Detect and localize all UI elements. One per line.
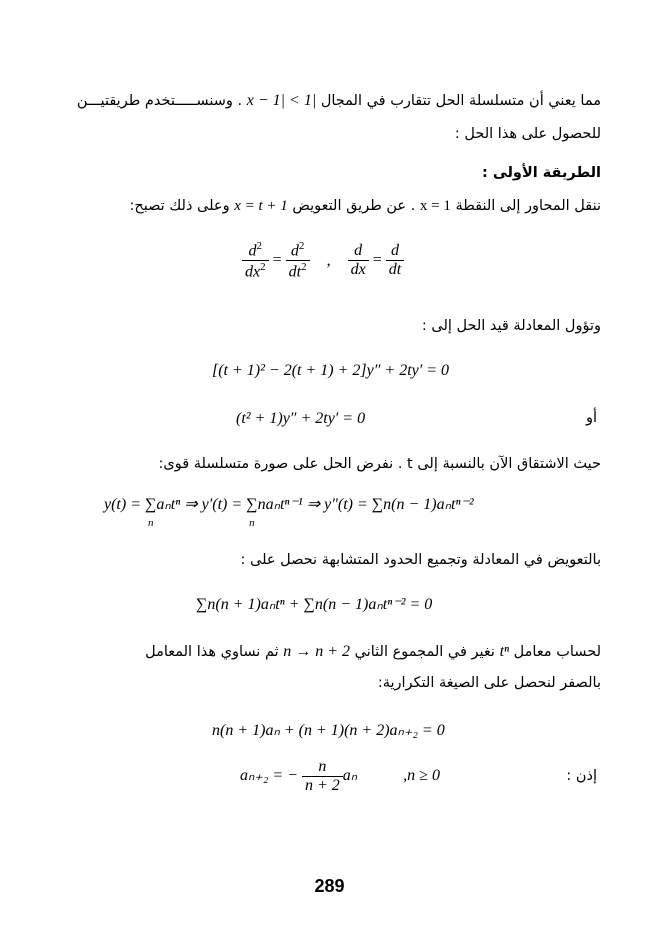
shift-text-a: ننقل المحاور إلى النقطة	[455, 198, 601, 214]
derivative-equation: $\frac{d^2}{dx^2}$ = $\frac{d^2}{dt^2}$ , $\frac{d}{dx}$ = $\frac{d}{dt}$	[242, 240, 404, 282]
sum-2: ∑	[246, 496, 258, 513]
coef-tn: tⁿ	[499, 643, 510, 660]
d2-denominator-t: dt	[288, 263, 302, 281]
reduces-line: وتؤول المعادلة قيد الحل إلى :	[421, 318, 601, 334]
coef-text-b: نغير في المجموع الثاني	[354, 644, 495, 660]
recurrence-equation-text: n(n + 1)aₙ + (n + 1)(n + 2)aₙ₊₂ = 0	[212, 722, 445, 739]
recurrence-equation	[212, 720, 445, 740]
simplified-equation-text: (t² + 1)y″ + 2ty′ = 0	[236, 410, 366, 427]
series-term3: n(n − 1)aₙtⁿ⁻²	[383, 496, 474, 513]
d1-denominator-x: dx	[350, 261, 366, 279]
final-condition: ,n ≥ 0	[403, 767, 440, 785]
shift-text-c: وعلى ذلك تصبح:	[129, 198, 230, 214]
d1t-numerator: d	[390, 242, 399, 260]
d-dx-fraction	[348, 242, 369, 279]
sum-1: ∑	[145, 496, 157, 513]
derivative-separator: ,	[326, 251, 331, 269]
d1-denominator-t: dt	[388, 261, 402, 279]
paragraph-1-text: مما يعني أن متسلسلة الحل تتقارب في المجال	[320, 93, 601, 109]
coefficient-line-1	[145, 643, 601, 661]
coef-text-a: لحساب معامل	[513, 644, 601, 660]
method-heading: الطريقة الأولى :	[481, 165, 601, 181]
coef-text-c: ثم نساوي هذا المعامل	[145, 644, 279, 660]
sum-symbol-1	[145, 496, 157, 529]
sum-3: ∑	[371, 496, 384, 513]
paragraph-1-line-2: للحصول على هذا الحل :	[454, 126, 601, 142]
d2-dt2-fraction: $\frac{d^2}{dt^2}$	[286, 240, 310, 282]
series-term1: aₙtⁿ	[156, 496, 181, 513]
sum-1-index: n	[147, 517, 154, 529]
page-number: 289	[314, 876, 345, 896]
shift-point: x = 1	[419, 198, 451, 214]
interval-math: |x − 1| < 1	[246, 92, 317, 109]
final-fraction	[302, 758, 343, 795]
paragraph-1-tail: . وسنســـــتخدم طريقتيـــن	[76, 93, 243, 109]
then-label: إذن :	[566, 768, 597, 784]
bracket-equation	[212, 362, 449, 380]
series-arrow1: ⇒ y′(t) =	[180, 496, 247, 513]
shift-substitution: x = t + 1	[234, 198, 288, 214]
shift-text-b: . عن طريق التعويض	[292, 198, 416, 214]
coef-shift: n → n + 2	[283, 643, 351, 660]
final-numerator: n	[318, 758, 327, 775]
coefficient-line-2: بالصفر لنحصل على الصيغة التكرارية:	[377, 675, 601, 691]
paragraph-1-line-1	[77, 92, 601, 110]
final-denominator: n + 2	[304, 777, 340, 794]
substitute-line: بالتعويض في المعادلة وتجميع الحدود المتشابهة نحصل على :	[240, 552, 601, 568]
d2t-numerator: d	[290, 242, 299, 260]
series-term2: naₙtⁿ⁻¹	[257, 496, 303, 513]
series-part1: y(t) =	[104, 496, 145, 513]
sum-2-index: n	[249, 517, 255, 529]
or-label: أو	[585, 410, 597, 426]
d2-dx2-fraction: $\frac{d^2}{dx^2}$	[242, 240, 269, 282]
shift-line	[129, 198, 601, 215]
simplified-equation	[236, 410, 365, 428]
series-equation	[104, 494, 474, 529]
combined-equation-text: ∑n(n + 1)aₙtⁿ + ∑n(n − 1)aₙtⁿ⁻² = 0	[196, 596, 433, 613]
d1-numerator: d	[354, 242, 363, 260]
final-rhs: aₙ	[342, 767, 358, 785]
final-lhs: aₙ₊₂ = −	[240, 767, 298, 785]
series-intro: حيث الاشتقاق الآن بالنسبة إلى t . نفرض الحل على صورة متسلسلة قوى:	[158, 456, 601, 472]
d-dt-fraction	[386, 242, 404, 279]
d2-numerator: d	[248, 242, 257, 260]
d2-denominator-x: dx	[245, 263, 261, 281]
sum-symbol-2	[246, 496, 258, 529]
series-arrow2: ⇒ y″(t) =	[302, 496, 372, 513]
combined-equation	[196, 594, 432, 614]
bracket-equation-text: [(t + 1)² − 2(t + 1) + 2]y″ + 2ty′ = 0	[212, 362, 450, 379]
final-equation	[240, 758, 440, 795]
